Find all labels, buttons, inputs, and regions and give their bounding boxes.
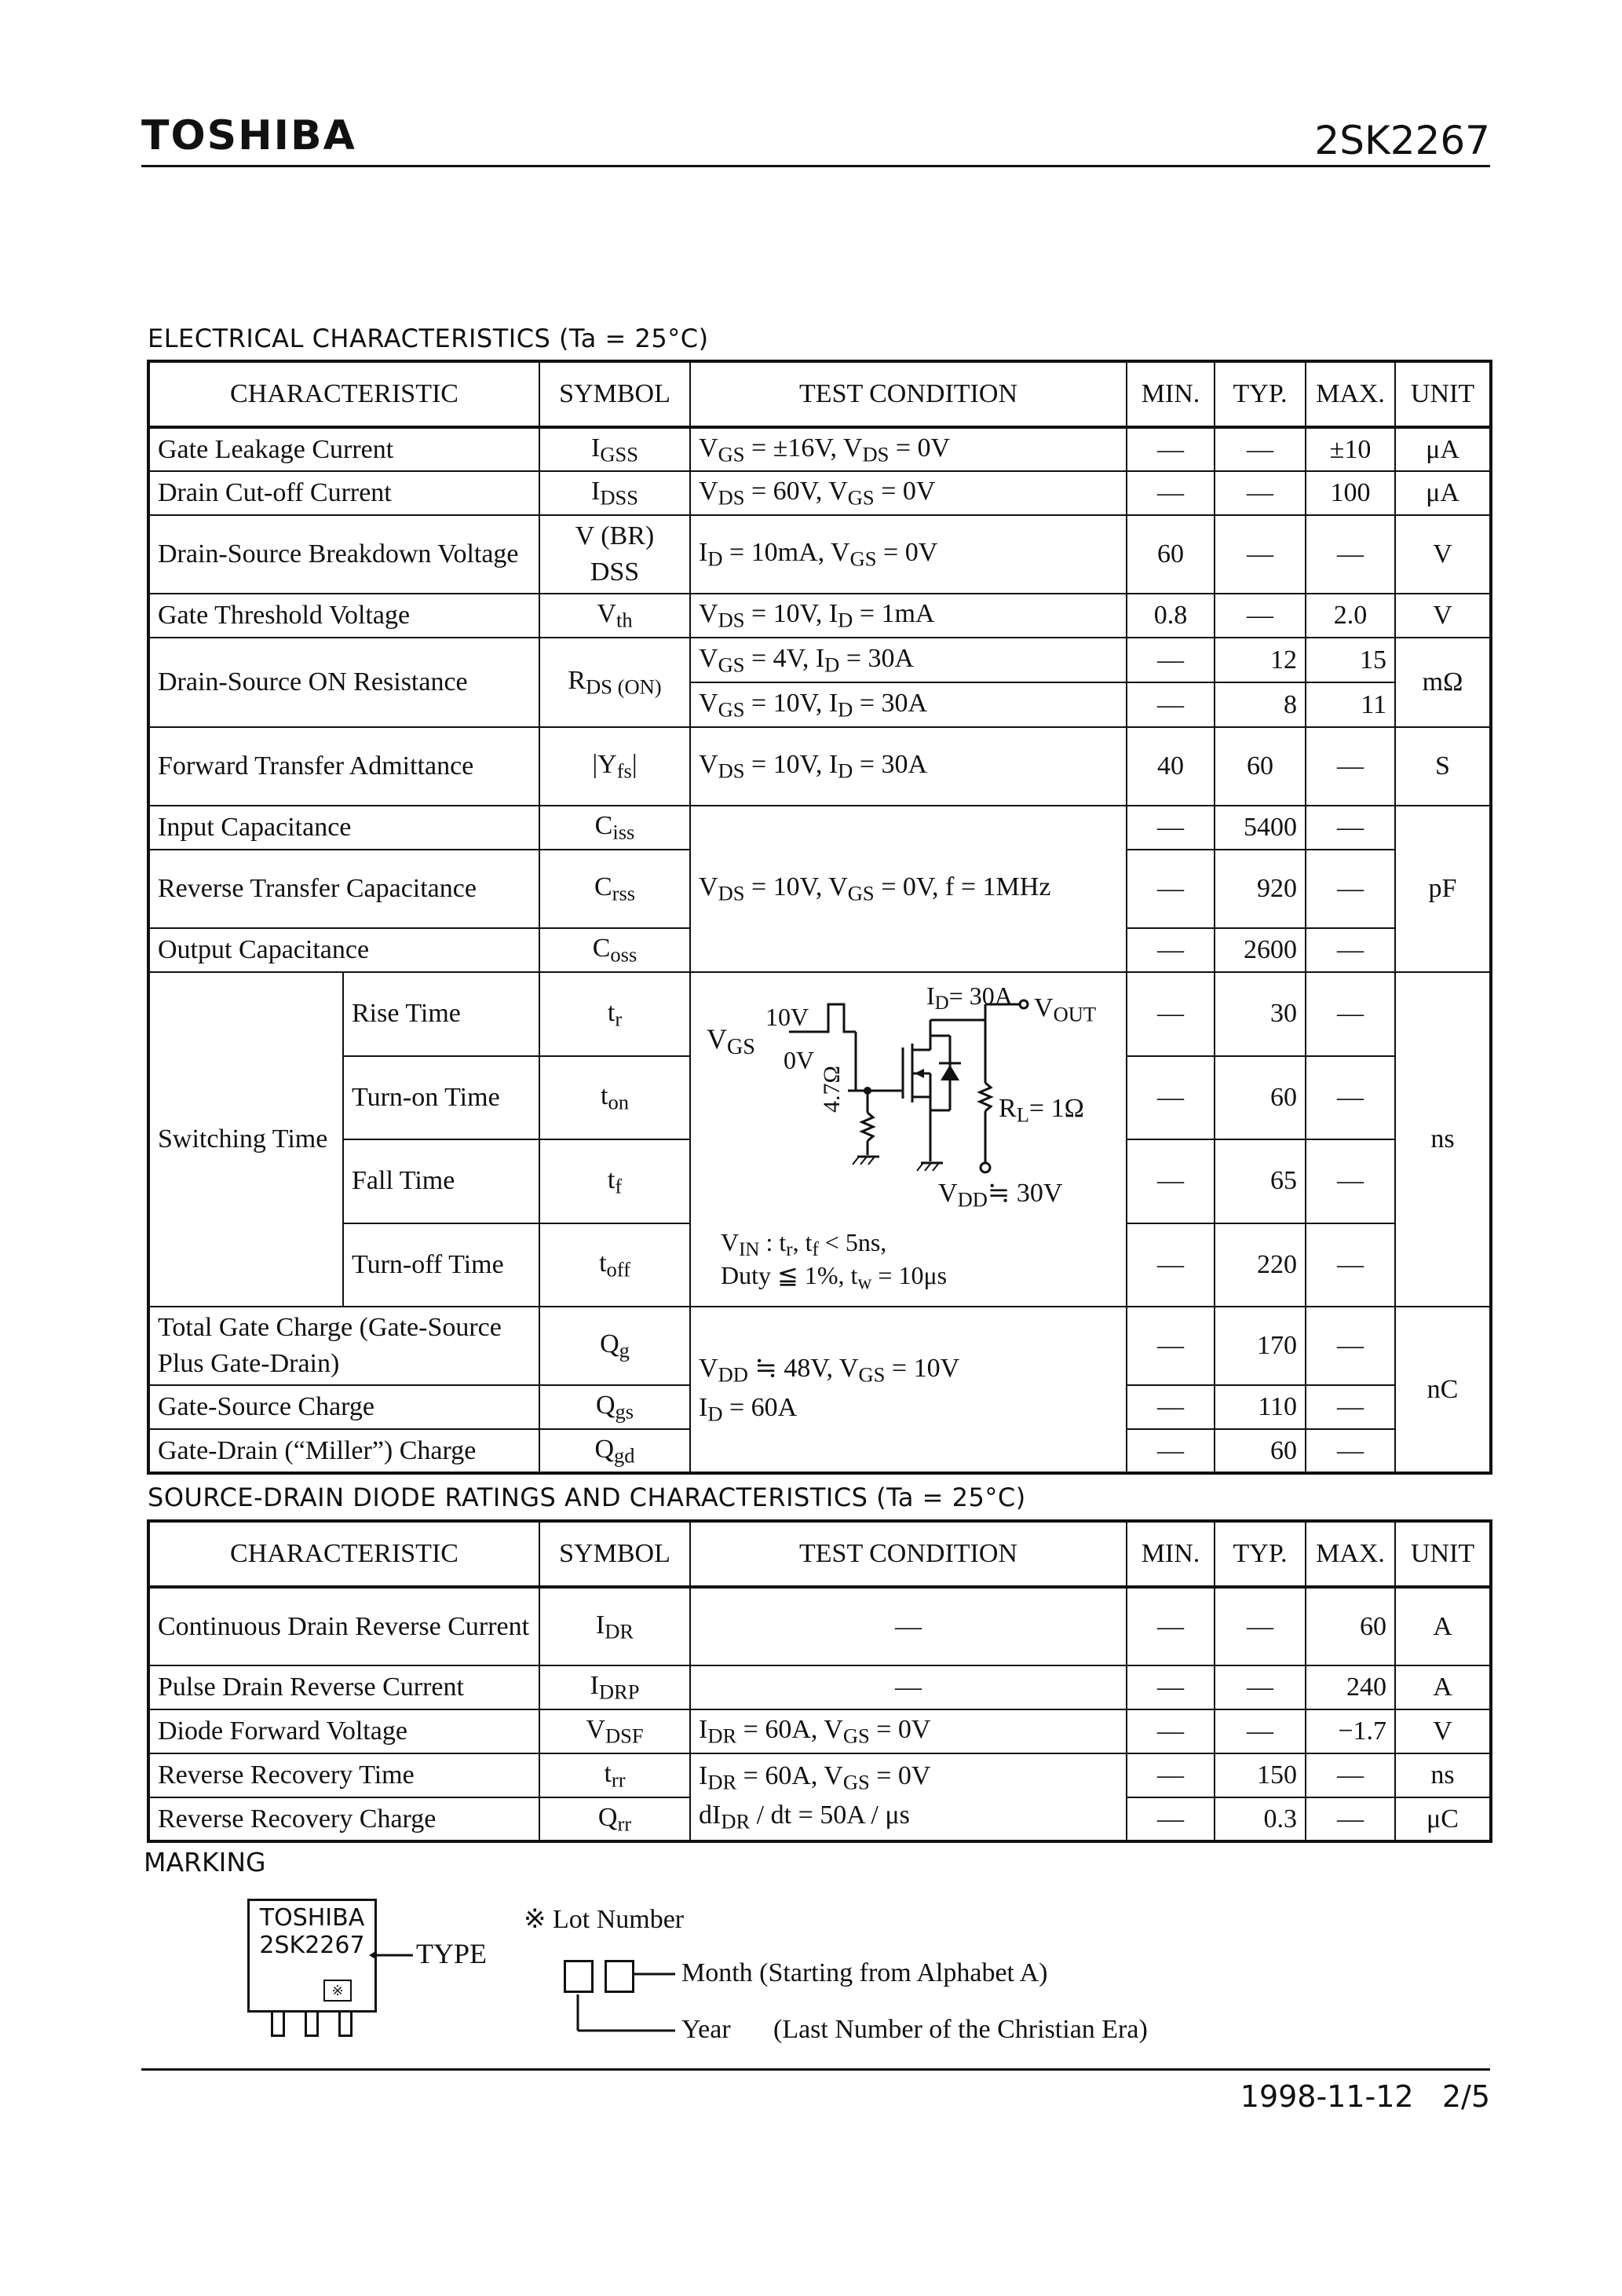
min-value: 40 (1127, 727, 1215, 806)
symbol: $V_{th}$ (539, 594, 690, 638)
symbol: $C_{oss}$ (539, 928, 690, 972)
characteristic: Output Capacitance (148, 928, 539, 972)
characteristic: Turn-on Time (343, 1056, 539, 1140)
package-lead (305, 2013, 319, 2037)
unit: V (1395, 515, 1491, 594)
col-typ: TYP. (1215, 361, 1306, 427)
min-value: — (1127, 682, 1215, 727)
col-typ: TYP. (1215, 1521, 1306, 1587)
characteristic: Drain-Source Breakdown Voltage (148, 515, 539, 594)
symbol: $t_{off}$ (539, 1223, 690, 1307)
test-condition: $V_{GS} = 4V$, $I_D = 30A$ (690, 638, 1127, 682)
col-test-condition: TEST CONDITION (690, 1521, 1127, 1587)
rr-condition-2: $dI_{DR}$ / dt = 50A / μs (699, 1800, 910, 1834)
package-lot-box: ※ (323, 1980, 352, 2002)
max-value: 240 (1306, 1665, 1395, 1709)
table-row (148, 515, 1491, 594)
characteristic: Fall Time (343, 1139, 539, 1223)
package-outline (247, 1899, 377, 2013)
characteristic: Gate Threshold Voltage (148, 594, 539, 638)
min-value: — (1127, 1307, 1215, 1385)
vdd-label: $V_{DD}≒$ 30V (938, 1179, 1063, 1212)
diode-table (147, 1519, 1492, 1843)
charge-condition-2: $I_D = 60A$ (699, 1392, 798, 1426)
characteristic: Pulse Drain Reverse Current (148, 1665, 539, 1709)
unit: mΩ (1395, 638, 1491, 727)
test-condition (690, 1753, 1127, 1841)
test-condition: $I_D = 10mA$, $V_{GS} = 0V$ (690, 515, 1127, 594)
max-value: — (1306, 727, 1395, 806)
max-value: — (1306, 1056, 1395, 1140)
min-value: — (1127, 1797, 1215, 1841)
typ-value: 65 (1215, 1139, 1306, 1223)
symbol: $t_{on}$ (539, 1056, 690, 1140)
table-row (148, 471, 1491, 515)
package-lead (271, 2013, 285, 2037)
test-condition (690, 1307, 1127, 1473)
characteristic: Reverse Recovery Time (148, 1753, 539, 1797)
characteristic: Gate-Source Charge (148, 1385, 539, 1429)
table-row (148, 972, 1491, 1056)
switching-group-label: Switching Time (148, 972, 343, 1307)
col-unit: UNIT (1395, 361, 1491, 427)
min-value: — (1127, 471, 1215, 515)
characteristic: Total Gate Charge (Gate-Source Plus Gate-Drain) (148, 1307, 539, 1385)
symbol: $|Y_{fs}|$ (539, 727, 690, 806)
characteristic: Drain-Source ON Resistance (148, 638, 539, 727)
symbol: $t_{rr}$ (539, 1753, 690, 1797)
month-label: Month (Starting from Alphabet A) (681, 1958, 1048, 1987)
min-value: — (1127, 1753, 1215, 1797)
symbol: $C_{iss}$ (539, 806, 690, 850)
test-condition: $V_{DS} = 60V$, $V_{GS} = 0V$ (690, 471, 1127, 515)
typ-value: — (1215, 1709, 1306, 1753)
max-value: 2.0 (1306, 594, 1395, 638)
col-symbol: SYMBOL (539, 1521, 690, 1587)
min-value: — (1127, 1587, 1215, 1665)
characteristic: Forward Transfer Admittance (148, 727, 539, 806)
symbol: $R_{DS (ON)}$ (539, 638, 690, 727)
min-value: — (1127, 1665, 1215, 1709)
min-value: — (1127, 1223, 1215, 1307)
part-number: 2SK2267 (1314, 118, 1490, 163)
max-value: — (1306, 1385, 1395, 1429)
id-label: $I_D= 30A$ (926, 982, 1013, 1015)
test-condition: $V_{DS} = 10V$, $V_{GS} = 0V$, f = 1MHz (690, 806, 1127, 972)
table-row (148, 806, 1491, 850)
type-label: TYPE (416, 1938, 487, 1969)
unit: μC (1395, 1797, 1491, 1841)
min-value: — (1127, 1385, 1215, 1429)
circuit-note-2: Duty ≦ 1%, $t_w = 10\mu s$ (721, 1261, 948, 1294)
circuit-note-1: $V_{IN}$ : $t_r$, $t_f < 5ns$, (721, 1228, 887, 1261)
col-min: MIN. (1127, 361, 1215, 427)
diode-title: SOURCE-DRAIN DIODE RATINGS AND CHARACTERISTICS (Ta = 25°C) (148, 1483, 1026, 1512)
brand-logo: TOSHIBA (141, 112, 356, 159)
characteristic: Reverse Recovery Charge (148, 1797, 539, 1841)
vout-label: $V_{OUT}$ (1034, 993, 1097, 1026)
col-characteristic: CHARACTERISTIC (148, 1521, 539, 1587)
max-value: — (1306, 850, 1395, 928)
symbol: $I_{DSS}$ (539, 471, 690, 515)
test-condition: — (690, 1587, 1127, 1665)
characteristic: Drain Cut-off Current (148, 471, 539, 515)
symbol: $I_{GSS}$ (539, 427, 690, 471)
max-value: — (1306, 972, 1395, 1056)
typ-value: — (1215, 427, 1306, 471)
typ-value: 110 (1215, 1385, 1306, 1429)
min-value: — (1127, 638, 1215, 682)
footer-date-page: 1998-11-12 2/5 (1240, 2079, 1490, 2114)
symbol: $Q_{gs}$ (539, 1385, 690, 1429)
arrow-icon (369, 1947, 416, 1963)
package-lead (338, 2013, 353, 2037)
max-value: — (1306, 928, 1395, 972)
rl-label: $R_L= 1\Omega$ (999, 1094, 1084, 1127)
test-condition: $V_{DS} = 10V$, $I_D = 30A$ (690, 727, 1127, 806)
typ-value: 220 (1215, 1223, 1306, 1307)
typ-value: 2600 (1215, 928, 1306, 972)
unit: V (1395, 1709, 1491, 1753)
unit: A (1395, 1587, 1491, 1665)
gate-resistor (862, 1113, 873, 1141)
characteristic: Input Capacitance (148, 806, 539, 850)
symbol: $t_f$ (539, 1139, 690, 1223)
table-row (148, 1709, 1491, 1753)
rr-condition-1: $I_{DR} = 60A$, $V_{GS} = 0V$ (699, 1761, 931, 1794)
table-row (148, 638, 1491, 682)
max-value: 60 (1306, 1587, 1395, 1665)
col-symbol: SYMBOL (539, 361, 690, 427)
typ-value: 170 (1215, 1307, 1306, 1385)
max-value: — (1306, 1753, 1395, 1797)
col-unit: UNIT (1395, 1521, 1491, 1587)
vgs-label: $V_{GS}$ (707, 1023, 755, 1060)
unit: μA (1395, 427, 1491, 471)
max-value: — (1306, 1139, 1395, 1223)
min-value: — (1127, 427, 1215, 471)
test-condition: $V_{DS} = 10V$, $I_D = 1mA$ (690, 594, 1127, 638)
year-label: Year (681, 2015, 731, 2044)
table-row (148, 1753, 1491, 1797)
min-value: 60 (1127, 515, 1215, 594)
symbol: $I_{DR}$ (539, 1587, 690, 1665)
min-value: — (1127, 1139, 1215, 1223)
table-row (148, 727, 1491, 806)
min-value: — (1127, 928, 1215, 972)
unit: μA (1395, 471, 1491, 515)
typ-value: 8 (1215, 682, 1306, 727)
electrical-table (147, 360, 1492, 1475)
diode-icon (941, 1065, 959, 1080)
table-row (148, 427, 1491, 471)
characteristic: Turn-off Time (343, 1223, 539, 1307)
unit: S (1395, 727, 1491, 806)
electrical-title: ELECTRICAL CHARACTERISTICS (Ta = 25°C) (148, 324, 709, 353)
year-note: (Last Number of the Christian Era) (773, 2015, 1148, 2044)
header-divider (141, 165, 1490, 167)
characteristic: Gate Leakage Current (148, 427, 539, 471)
symbol: $Q_g$ (539, 1307, 690, 1385)
col-test-condition: TEST CONDITION (690, 361, 1127, 427)
characteristic: Gate-Drain (“Miller”) Charge (148, 1429, 539, 1473)
unit: A (1395, 1665, 1491, 1709)
test-condition: $V_{GS} = 10V$, $I_D = 30A$ (690, 682, 1127, 727)
min-value: — (1127, 972, 1215, 1056)
min-value: — (1127, 1056, 1215, 1140)
symbol: V (BR) DSS (539, 515, 690, 594)
symbol: $t_r$ (539, 972, 690, 1056)
max-value: 100 (1306, 471, 1395, 515)
load-resistor (980, 1083, 991, 1111)
test-condition: $I_{DR} = 60A$, $V_{GS} = 0V$ (690, 1709, 1127, 1753)
v0-label: 0V (784, 1046, 815, 1074)
typ-value: 150 (1215, 1753, 1306, 1797)
min-value: — (1127, 850, 1215, 928)
typ-value: 60 (1215, 1429, 1306, 1473)
lot-leaders (565, 1963, 683, 2042)
typ-value: — (1215, 594, 1306, 638)
unit: nC (1395, 1307, 1491, 1473)
max-value: 15 (1306, 638, 1395, 682)
marking-title: MARKING (144, 1847, 266, 1877)
typ-value: 0.3 (1215, 1797, 1306, 1841)
symbol: $V_{DSF}$ (539, 1709, 690, 1753)
v10-label: 10V (765, 1003, 809, 1031)
table-row (148, 1665, 1491, 1709)
table-row (148, 1307, 1491, 1385)
min-value: — (1127, 1709, 1215, 1753)
max-value: 11 (1306, 682, 1395, 727)
test-condition: — (690, 1665, 1127, 1709)
characteristic: Diode Forward Voltage (148, 1709, 539, 1753)
min-value: — (1127, 1429, 1215, 1473)
typ-value: 30 (1215, 972, 1306, 1056)
symbol: $Q_{rr}$ (539, 1797, 690, 1841)
max-value: ±10 (1306, 427, 1395, 471)
characteristic: Reverse Transfer Capacitance (148, 850, 539, 928)
max-value: — (1306, 1307, 1395, 1385)
switching-test-circuit (690, 972, 1127, 1307)
max-value: −1.7 (1306, 1709, 1395, 1753)
min-value: 0.8 (1127, 594, 1215, 638)
max-value: — (1306, 806, 1395, 850)
max-value: — (1306, 1429, 1395, 1473)
typ-value: — (1215, 471, 1306, 515)
lot-number-label: ※ Lot Number (524, 1905, 685, 1934)
unit: pF (1395, 806, 1491, 972)
col-characteristic: CHARACTERISTIC (148, 361, 539, 427)
typ-value: 60 (1215, 727, 1306, 806)
typ-value: 5400 (1215, 806, 1306, 850)
characteristic: Rise Time (343, 972, 539, 1056)
max-value: — (1306, 1223, 1395, 1307)
symbol: $I_{DRP}$ (539, 1665, 690, 1709)
characteristic: Continuous Drain Reverse Current (148, 1587, 539, 1665)
table-row (148, 1587, 1491, 1665)
typ-value: 12 (1215, 638, 1306, 682)
charge-condition-1: $V_{DD}$ ≒ 48V, $V_{GS} = 10V$ (699, 1354, 960, 1387)
rg-label: 4.7Ω (819, 1066, 846, 1113)
typ-value: 60 (1215, 1056, 1306, 1140)
package-brand: TOSHIBA (259, 1904, 365, 1932)
min-value: — (1127, 806, 1215, 850)
symbol: $Q_{gd}$ (539, 1429, 690, 1473)
package-part: 2SK2267 (259, 1932, 365, 1959)
col-max: MAX. (1306, 361, 1395, 427)
typ-value: — (1215, 515, 1306, 594)
col-min: MIN. (1127, 1521, 1215, 1587)
unit: V (1395, 594, 1491, 638)
unit: ns (1395, 1753, 1491, 1797)
unit: ns (1395, 972, 1491, 1307)
max-value: — (1306, 515, 1395, 594)
typ-value: 920 (1215, 850, 1306, 928)
typ-value: — (1215, 1665, 1306, 1709)
test-condition: $V_{GS} = \pm 16V$, $V_{DS} = 0V$ (690, 427, 1127, 471)
col-max: MAX. (1306, 1521, 1395, 1587)
typ-value: — (1215, 1587, 1306, 1665)
symbol: $C_{rss}$ (539, 850, 690, 928)
max-value: — (1306, 1797, 1395, 1841)
footer-divider (141, 2068, 1490, 2071)
table-row (148, 594, 1491, 638)
